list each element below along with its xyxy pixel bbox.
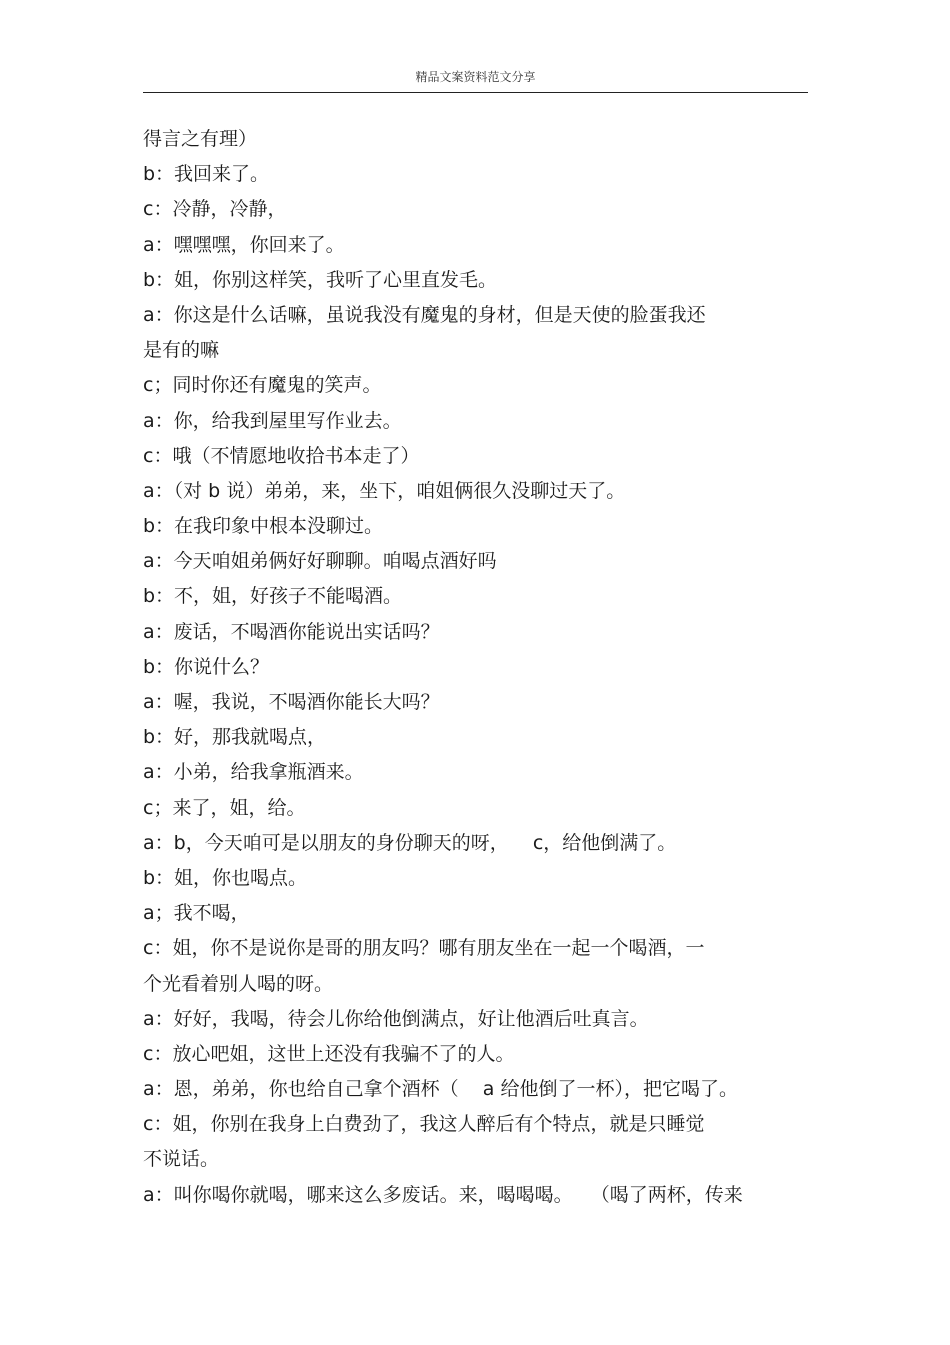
text-line: a：喔，我说，不喝酒你能长大吗？ <box>143 691 440 713</box>
text-line: 不说话。 <box>143 1148 220 1171</box>
text-line: 是有的嘛 <box>143 339 220 362</box>
text-line: c：冷静，冷静， <box>143 198 287 221</box>
text-line: a：废话，不喝酒你能说出实话吗？ <box>143 620 440 643</box>
text-line: a：小弟，给我拿瓶酒来。 <box>143 761 364 784</box>
text-line: c：姐，你不是说你是哥的朋友吗？哪有朋友坐在一起一个喝酒，一 <box>143 937 705 960</box>
text-line: b：不，姐，好孩子不能喝酒。 <box>143 585 403 608</box>
text-line: b：姐，你也喝点。 <box>143 866 308 889</box>
text-line: 得言之有理） <box>143 128 258 150</box>
text-line: c；同时你还有魔鬼的笑声。 <box>143 374 382 397</box>
text-line: a：嘿嘿嘿，你回来了。 <box>143 233 345 256</box>
text-line: b：好，那我就喝点， <box>143 726 327 749</box>
document-body <box>143 122 813 1213</box>
text-line: b：在我印象中根本没聊过。 <box>143 515 384 538</box>
text-line: a：b，今天咱可是以朋友的身份聊天的呀， c，给他倒满了。 <box>143 831 677 854</box>
text-line: c；来了，姐，给。 <box>143 796 306 819</box>
text-line: c：放心吧姐，这世上还没有我骗不了的人。 <box>143 1042 515 1065</box>
text-line: a：好好，我喝，待会儿你给他倒满点，好让他酒后吐真言。 <box>143 1007 649 1030</box>
header-title: 精品文案资料范文分享 <box>415 70 536 84</box>
text-line: b：我回来了。 <box>143 163 270 186</box>
text-line: b：姐，你别这样笑，我听了心里直发毛。 <box>143 268 498 291</box>
text-line: c：哦（不情愿地收拾书本走了） <box>143 444 420 467</box>
text-line: a：恩，弟弟，你也给自己拿个酒杯（ a 给他倒了一杯），把它喝了。 <box>143 1078 738 1101</box>
page-header <box>143 62 808 93</box>
text-line: a：今天咱姐弟俩好好聊聊。咱喝点酒好吗 <box>143 550 497 573</box>
text-line: c：姐，你别在我身上白费劲了，我这人醉后有个特点，就是只睡觉 <box>143 1113 705 1136</box>
text-line: a：你这是什么话嘛，虽说我没有魔鬼的身材，但是天使的脸蛋我还 <box>143 303 706 326</box>
text-line: b：你说什么？ <box>143 655 270 678</box>
text-line: a：你，给我到屋里写作业去。 <box>143 409 402 432</box>
text-line: a；我不喝， <box>143 902 250 925</box>
text-line: a：（对 b 说）弟弟，来，坐下，咱姐俩很久没聊过天了。 <box>143 479 626 502</box>
text-line: 个光看着别人喝的呀。 <box>143 972 334 995</box>
text-line: a：叫你喝你就喝，哪来这么多废话。来，喝喝喝。 （喝了两杯，传来 <box>143 1183 743 1206</box>
